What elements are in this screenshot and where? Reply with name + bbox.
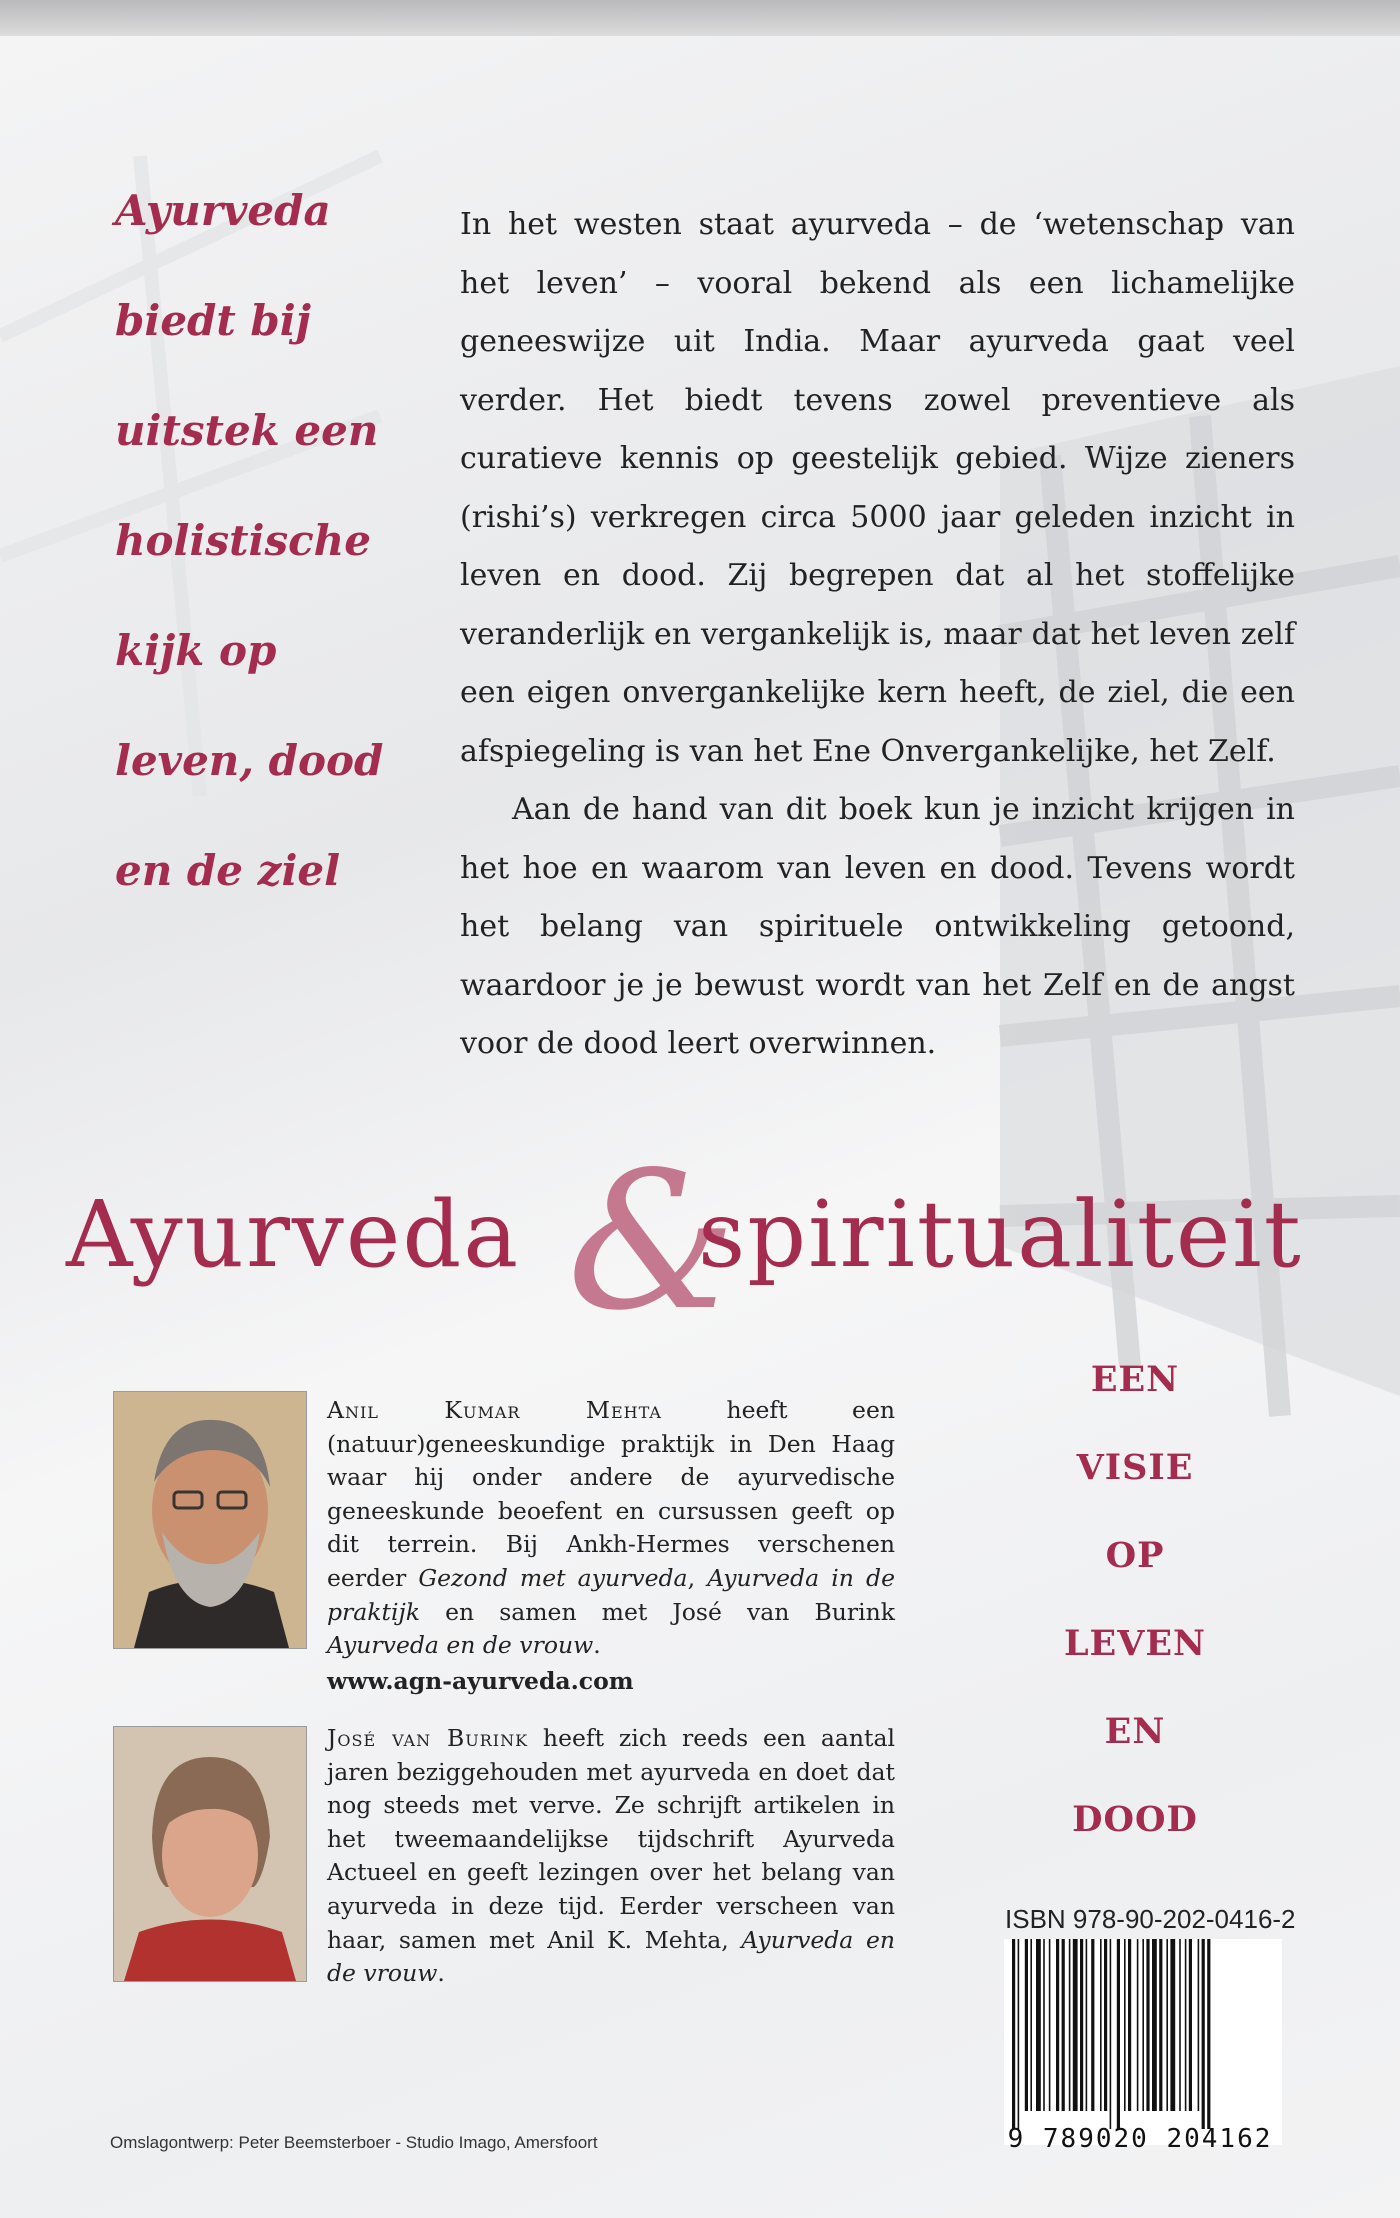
author-portrait-illustration <box>114 1727 306 1981</box>
barcode-bar <box>1159 1939 1162 2111</box>
barcode-bar <box>1142 1939 1144 2111</box>
barcode-bar <box>1056 1939 1059 2111</box>
barcode-bar <box>1069 1939 1071 2111</box>
book-reference: Ayurveda en de vrouw <box>327 1925 895 1988</box>
title-word: spiritualiteit <box>698 1181 1303 1288</box>
barcode-bars <box>1010 1939 1276 2129</box>
barcode-bar <box>1189 1939 1192 2111</box>
barcode-bar <box>1152 1939 1157 2111</box>
author-bio <box>327 1722 895 1991</box>
barcode-bar <box>1036 1939 1041 2111</box>
barcode-bar <box>1012 1939 1015 2129</box>
book-description <box>460 196 1295 1074</box>
barcode-bar <box>1207 1939 1210 2129</box>
author-bio <box>327 1394 895 1698</box>
bio-text: heeft zich reeds een aantal jaren beziggehouden met ayurveda en doet dat nog steeds met verve. Ze schrijft artikelen in het tweemaandelijkse tijdschrift Ayurveda Actueel en geeft lezingen over het belang van ayurveda in deze tijd. Eerder verscheen van haar, samen met Anil K. Mehta, <box>327 1724 895 1954</box>
tagline-line: uitstek een <box>115 406 379 455</box>
barcode-bar <box>1146 1939 1149 2111</box>
barcode-bar <box>1091 1939 1094 2111</box>
book-reference: Ayurveda in de praktijk <box>327 1563 895 1626</box>
subtitle <box>1020 1336 1250 1864</box>
barcode-bar <box>1137 1939 1139 2111</box>
book-reference: Ayurveda en de vrouw <box>327 1631 594 1660</box>
barcode-bar <box>1110 1939 1112 2129</box>
cover-design-credit: Omslagontwerp: Peter Beemsterboer - Studio Imago, Amersfoort <box>110 2133 598 2152</box>
bio-separator: , <box>687 1563 708 1592</box>
subtitle-line: DOOD <box>1072 1799 1198 1840</box>
author-name: José van Burink <box>327 1724 529 1752</box>
barcode-bar <box>1100 1939 1102 2111</box>
barcode-bar <box>1049 1939 1051 2111</box>
author-name: Anil Kumar Mehta <box>327 1396 662 1424</box>
barcode <box>1004 1939 1282 2145</box>
tagline-line: holistische <box>115 516 371 565</box>
tagline-line: en de ziel <box>115 846 341 895</box>
title-ampersand: & <box>567 1131 737 1352</box>
barcode-bar <box>1086 1939 1088 2111</box>
author-website: www.agn-ayurveda.com <box>327 1666 634 1695</box>
back-cover <box>0 36 1400 2218</box>
tagline-line: leven, dood <box>115 736 384 785</box>
subtitle-line: EN <box>1104 1711 1166 1752</box>
barcode-bar <box>1170 1939 1175 2111</box>
bio-text: en samen met José van Burink <box>420 1597 895 1626</box>
author-photo <box>113 1391 307 1649</box>
book-top-edge <box>0 0 1400 36</box>
book-title <box>62 1131 1362 1352</box>
barcode-bar <box>1030 1939 1032 2111</box>
subtitle-line: OP <box>1105 1535 1165 1576</box>
barcode-bar <box>1043 1939 1045 2111</box>
subtitle-line: VISIE <box>1076 1447 1194 1488</box>
tagline <box>115 156 385 926</box>
barcode-bar <box>1179 1939 1181 2111</box>
barcode-bar <box>1062 1939 1065 2111</box>
author-photo <box>113 1726 307 1982</box>
barcode-bar <box>1025 1939 1028 2111</box>
barcode-bar <box>1185 1939 1187 2111</box>
subtitle-line: LEVEN <box>1063 1623 1207 1664</box>
author-portrait-illustration <box>114 1392 306 1648</box>
barcode-bar <box>1080 1939 1083 2111</box>
title-word: Ayurveda <box>66 1181 521 1288</box>
isbn-label: ISBN 978-90-202-0416-2 <box>1005 1904 1296 1934</box>
book-reference: Gezond met ayurveda <box>418 1563 688 1592</box>
barcode-bar <box>1124 1939 1126 2111</box>
barcode-bar <box>1202 1939 1205 2129</box>
bio-text: . <box>437 1959 445 1988</box>
barcode-bar <box>1104 1939 1107 2111</box>
tagline-line: kijk op <box>115 626 277 675</box>
bio-text: . <box>593 1631 601 1660</box>
tagline-line: Ayurveda <box>115 186 331 235</box>
tagline-line: biedt bij <box>115 296 311 345</box>
barcode-bar <box>1073 1939 1078 2111</box>
barcode-bar <box>1198 1939 1200 2111</box>
description-paragraph: Aan de hand van dit boek kun je inzicht krijgen in het hoe en waarom van leven en dood. Tevens wordt het belang van spirituele ontwikkeling getoond, waardoor je je bewust wordt van het Zelf en de angst voor de dood leert overwinnen. <box>460 792 1295 1061</box>
description-paragraph: In het westen staat ayurveda – de ‘wetenschap van het leven’ – vooral bekend als een lichamelijke geneeswijze uit India. Maar ayurveda gaat veel verder. Het biedt tevens zowel preventieve als curatieve kennis op geestelijk gebied. Wijze zieners (rishi’s) verkregen circa 5000 jaar geleden inzicht in leven en dood. Zij begrepen dat al het stoffelijke veranderlijk en vergankelijk is, maar dat het leven zelf een eigen onvergankelijke kern heeft, de ziel, die een afspiegeling is van het Ene Onvergankelijke, het Zelf. <box>460 207 1295 769</box>
barcode-number: 9 789020 204162 <box>1007 2124 1273 2154</box>
barcode-bar <box>1128 1939 1131 2111</box>
barcode-bar <box>1166 1939 1168 2111</box>
subtitle-line: EEN <box>1090 1359 1180 1400</box>
bio-text: heeft een (natuur)geneeskundige praktijk in Den Haag waar hij onder andere de ayurvedische geneeskunde beoefent en cursussen geeft op dit terrein. Bij Ankh-Hermes verschenen eerder <box>327 1396 895 1592</box>
barcode-bar <box>1018 1939 1020 2129</box>
barcode-bar <box>1117 1939 1120 2129</box>
